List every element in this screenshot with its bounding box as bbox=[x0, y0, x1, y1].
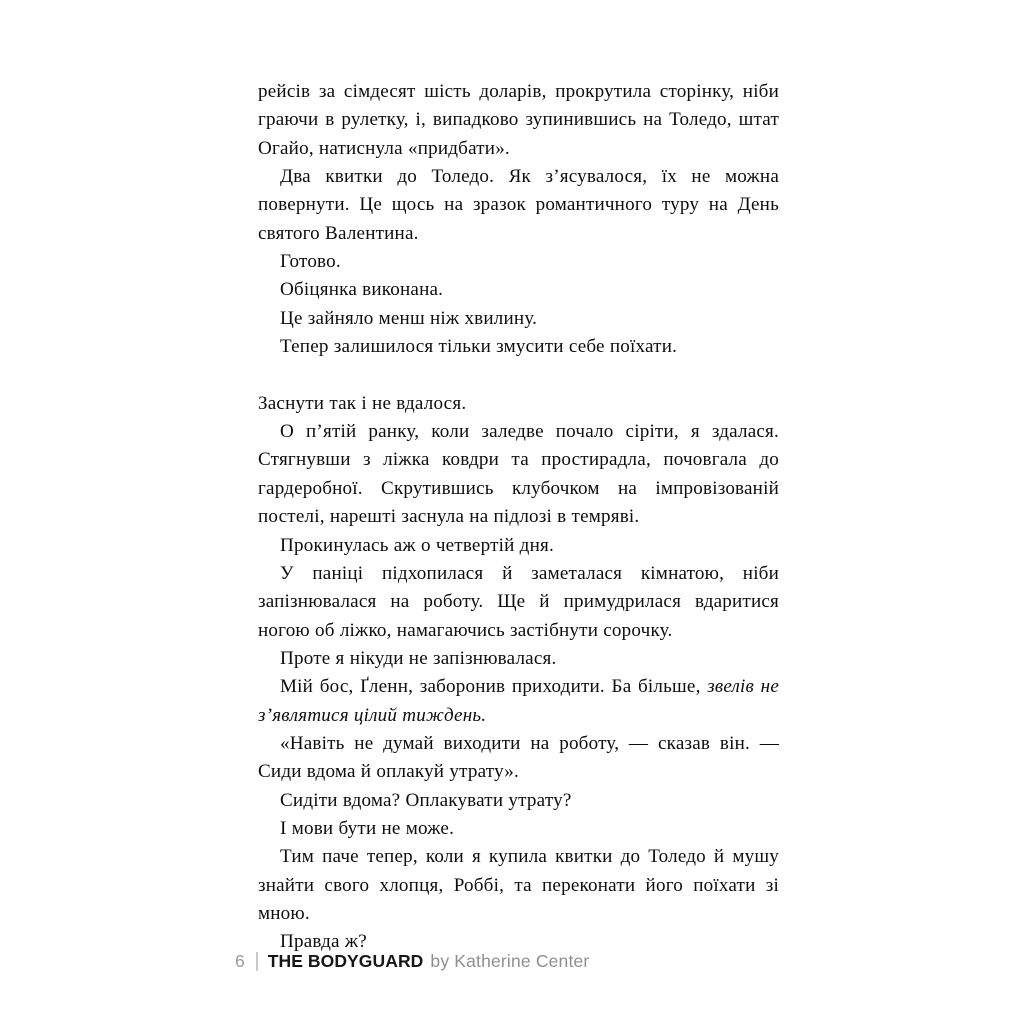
paragraph-text-plain: Мій бос, Ґленн, заборонив приходити. Ба більше, bbox=[280, 676, 708, 698]
paragraph: рейсів за сімдесят шість доларів, прокрутила сторінку, ніби граючи в рулетку, і, випадково зупинившись на Толедо, штат Огайо, натиснула «придбати». bbox=[258, 81, 779, 159]
paragraph: Сидіти вдома? Оплакувати утрату? bbox=[280, 789, 572, 811]
paragraph: Проте я нікуди не запізнювалася. bbox=[280, 647, 557, 669]
paragraph-dialogue: «Навіть не думай виходити на роботу, — сказав він. — Сиди вдома й оплакуй утрату». bbox=[258, 732, 779, 783]
paragraph: О п’ятій ранку, коли заледве почало сіріти, я здалася. Стягнувши з ліжка ковдри та простирадла, почовгала до гардеробної. Скрутившись клубочком на імпровізованій постелі, нарешті заснула на підлозі в темряві. bbox=[258, 421, 779, 528]
paragraph: Тим паче тепер, коли я купила квитки до Толедо й мушу знайти свого хлопця, Роббі, та переконати його поїхати зі мною. bbox=[258, 846, 779, 924]
book-author-byline: by Katherine Center bbox=[430, 950, 590, 971]
paragraph: Два квитки до Толедо. Як з’ясувалося, їх не можна повернути. Це щось на зразок романтичного туру на День святого Валентина. bbox=[258, 166, 779, 244]
paragraph: Тепер залишилося тільки змусити себе поїхати. bbox=[280, 336, 678, 358]
paragraph: Обіцянка виконана. bbox=[280, 279, 444, 301]
paragraph: У паніці підхопилася й заметалася кімнатою, ніби запізнювалася на роботу. Ще й примудрилася вдаритися ногою об ліжко, намагаючись застібнути сорочку. bbox=[258, 562, 779, 641]
paragraph: Прокинулась аж о четвертій дня. bbox=[280, 534, 554, 556]
body-text-column bbox=[258, 78, 779, 957]
book-title: THE BODYGUARD bbox=[267, 950, 424, 971]
page-number: 6 bbox=[235, 950, 246, 971]
paragraph-scene-break: Заснути так і не вдалося. bbox=[258, 392, 467, 414]
paragraph: Це зайняло менш ніж хвилину. bbox=[280, 307, 538, 329]
paragraph: Правда ж? bbox=[280, 931, 367, 953]
paragraph: І мови бути не може. bbox=[280, 817, 455, 839]
paragraph: Готово. bbox=[280, 251, 341, 273]
footer-separator-rule bbox=[256, 952, 258, 971]
emphasized-text: звелів не з’являтися цілий тиждень. bbox=[258, 676, 779, 726]
paragraph-with-emphasis bbox=[258, 673, 779, 730]
running-footer bbox=[235, 952, 589, 971]
